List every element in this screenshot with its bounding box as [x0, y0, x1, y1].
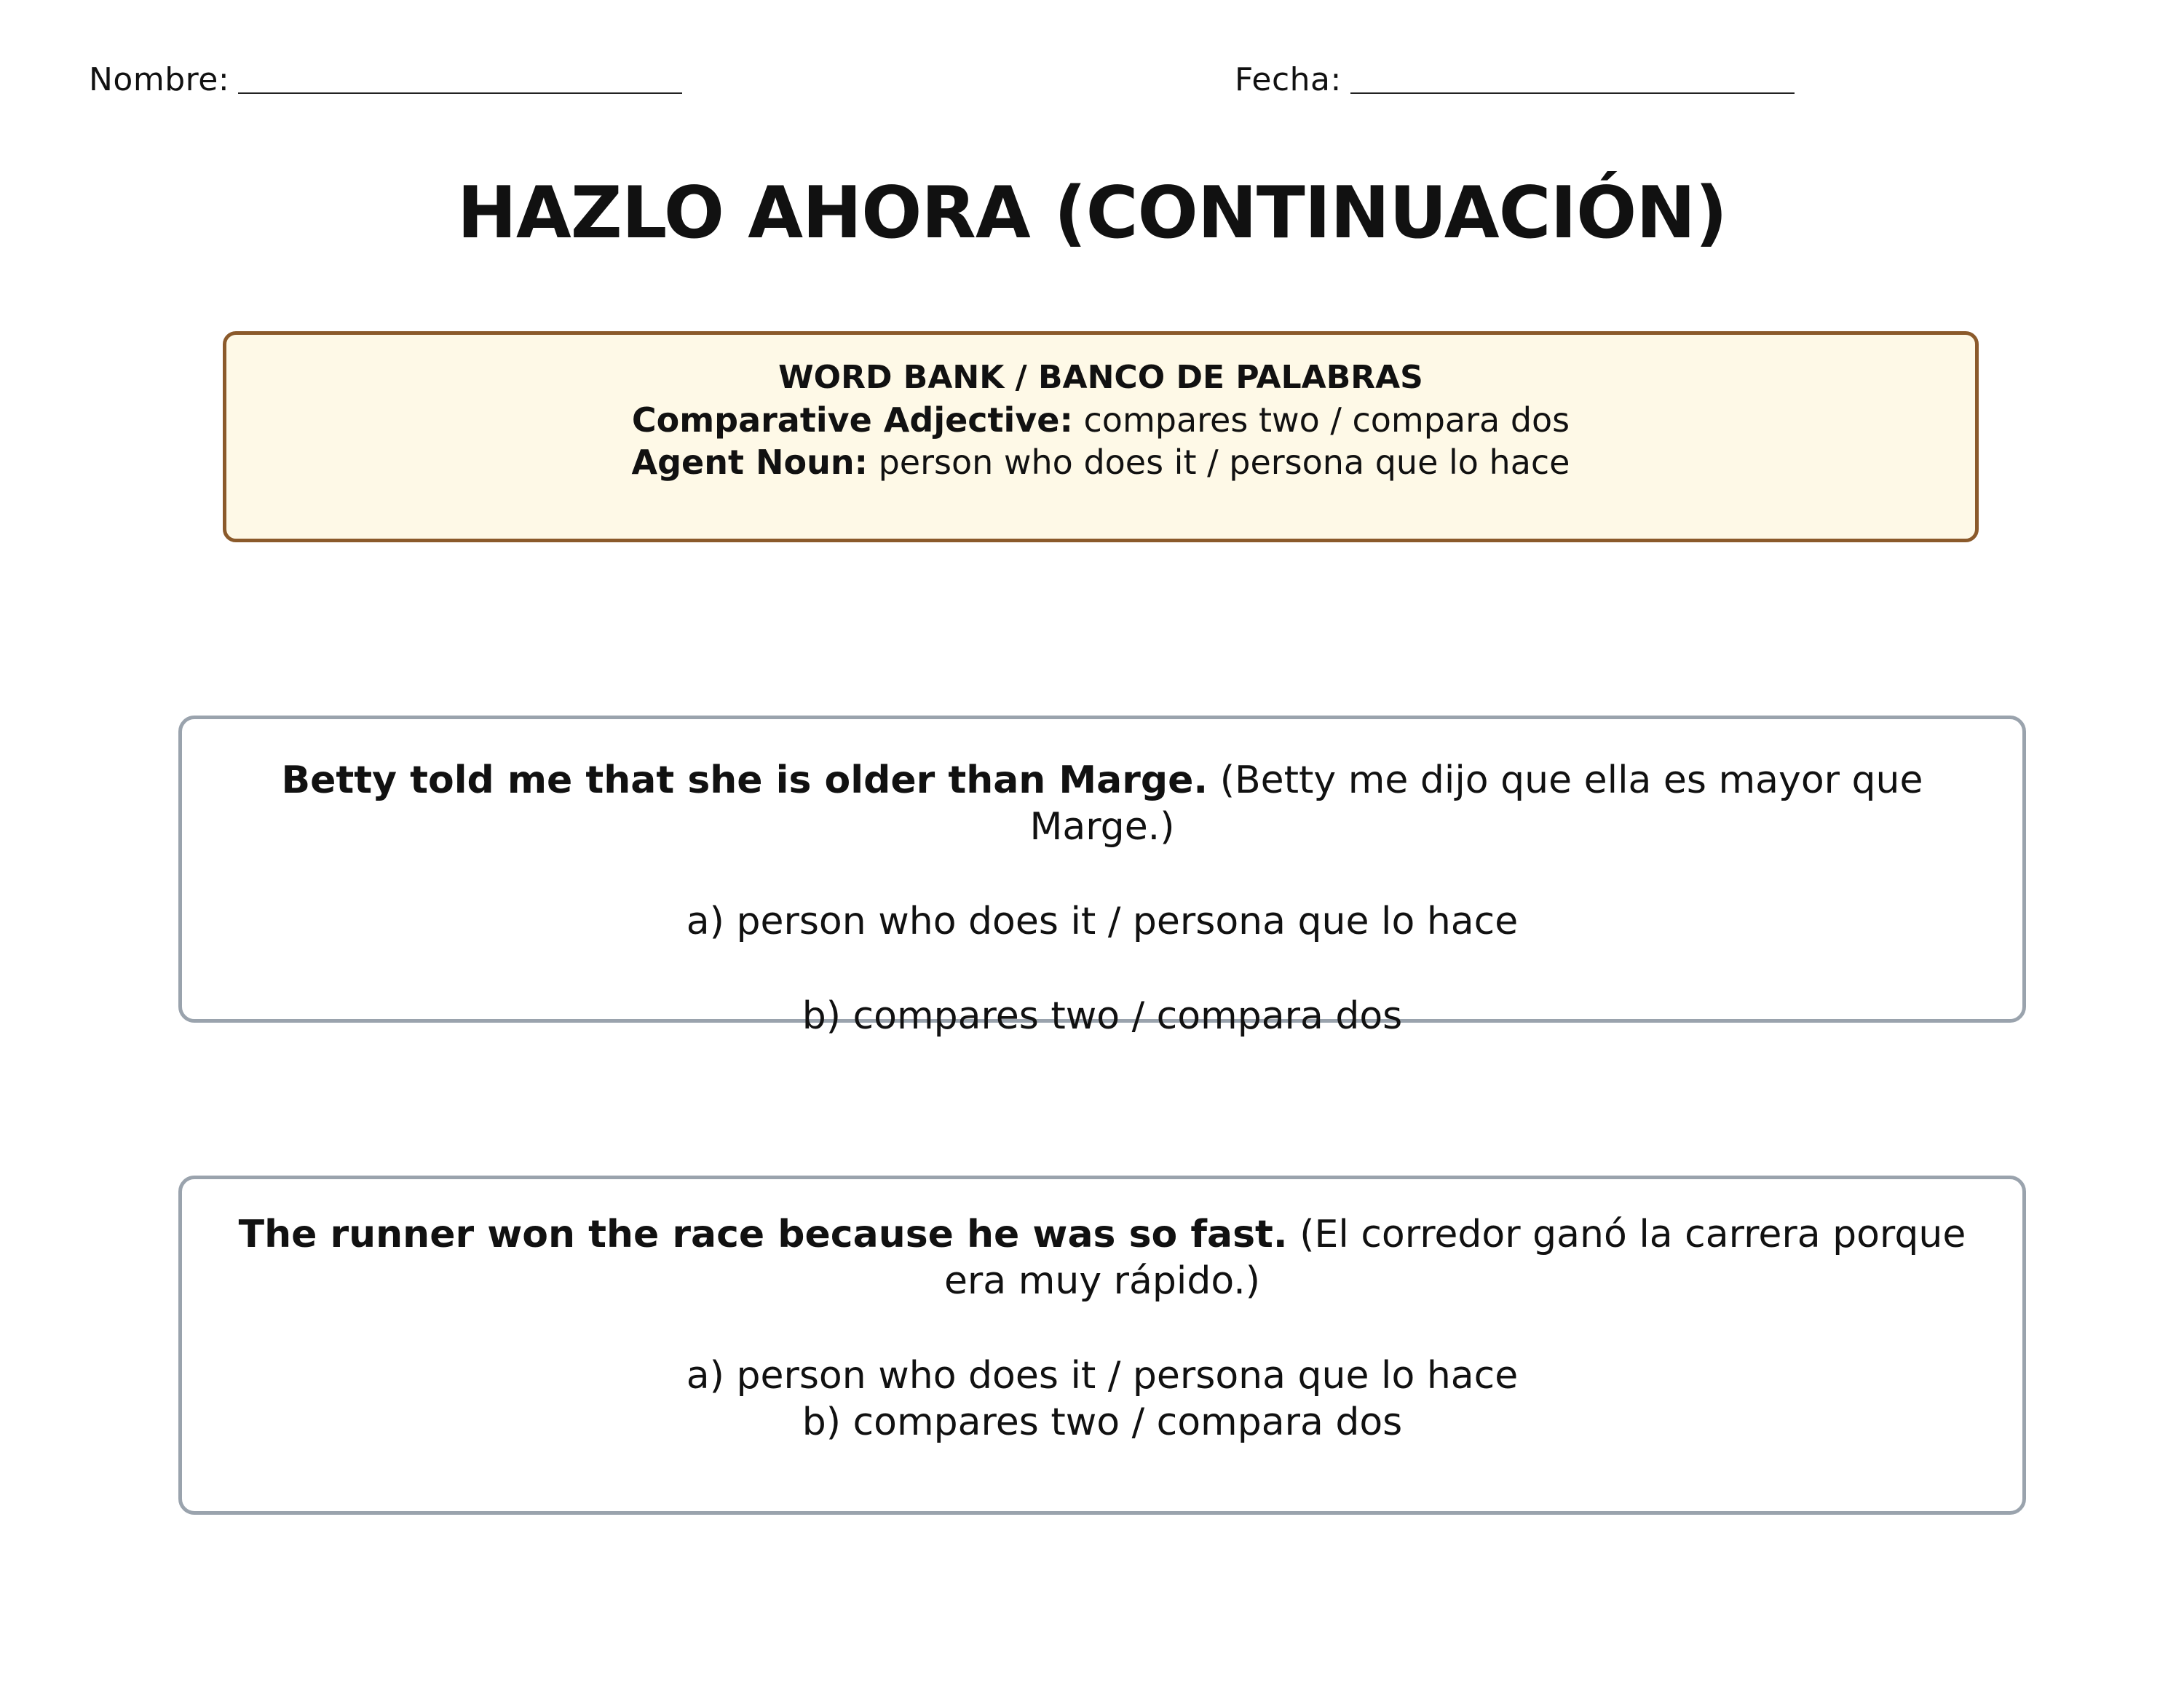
name-label: Nombre:: [89, 61, 230, 98]
word-bank-term: Comparative Adjective:: [631, 400, 1073, 440]
option-b[interactable]: b) compares two / compara dos: [802, 994, 1403, 1038]
name-blank-line[interactable]: [238, 92, 682, 94]
date-label: Fecha:: [1235, 61, 1342, 98]
word-bank-entry: [226, 441, 1975, 483]
option-a[interactable]: a) person who does it / persona que lo hace: [686, 900, 1519, 943]
question-sentence: [211, 757, 1993, 850]
sentence-spanish: (Betty me dijo que ella es mayor que Marge.): [1029, 758, 1923, 849]
sentence-english: Betty told me that she is older than Marge.: [281, 758, 1208, 802]
word-bank: [223, 331, 1979, 542]
option-a[interactable]: a) person who does it / persona que lo hace: [686, 1354, 1519, 1398]
sentence-spanish: (El corredor ganó la carrera porque era muy rápido.): [943, 1213, 1966, 1303]
date-field[interactable]: [1235, 61, 1795, 98]
option-b[interactable]: b) compares two / compara dos: [802, 1400, 1403, 1444]
word-bank-entry: [226, 399, 1975, 441]
question-card-1: [178, 716, 2026, 1038]
word-bank-term: Agent Noun:: [631, 443, 868, 482]
word-bank-heading: WORD BANK / BANCO DE PALABRAS: [778, 359, 1423, 396]
sentence-english: The runner won the race because he was so fast.: [238, 1213, 1288, 1256]
date-blank-line[interactable]: [1350, 92, 1795, 94]
question-card-2: [178, 1176, 2026, 1515]
word-bank-definition: compares two / compara dos: [1083, 400, 1570, 440]
page-title: HAZLO AHORA (CONTINUACIÓN): [456, 172, 1728, 255]
word-bank-definition: person who does it / persona que lo hace: [878, 443, 1570, 482]
question-sentence: [211, 1211, 1993, 1304]
name-field[interactable]: [89, 61, 682, 98]
